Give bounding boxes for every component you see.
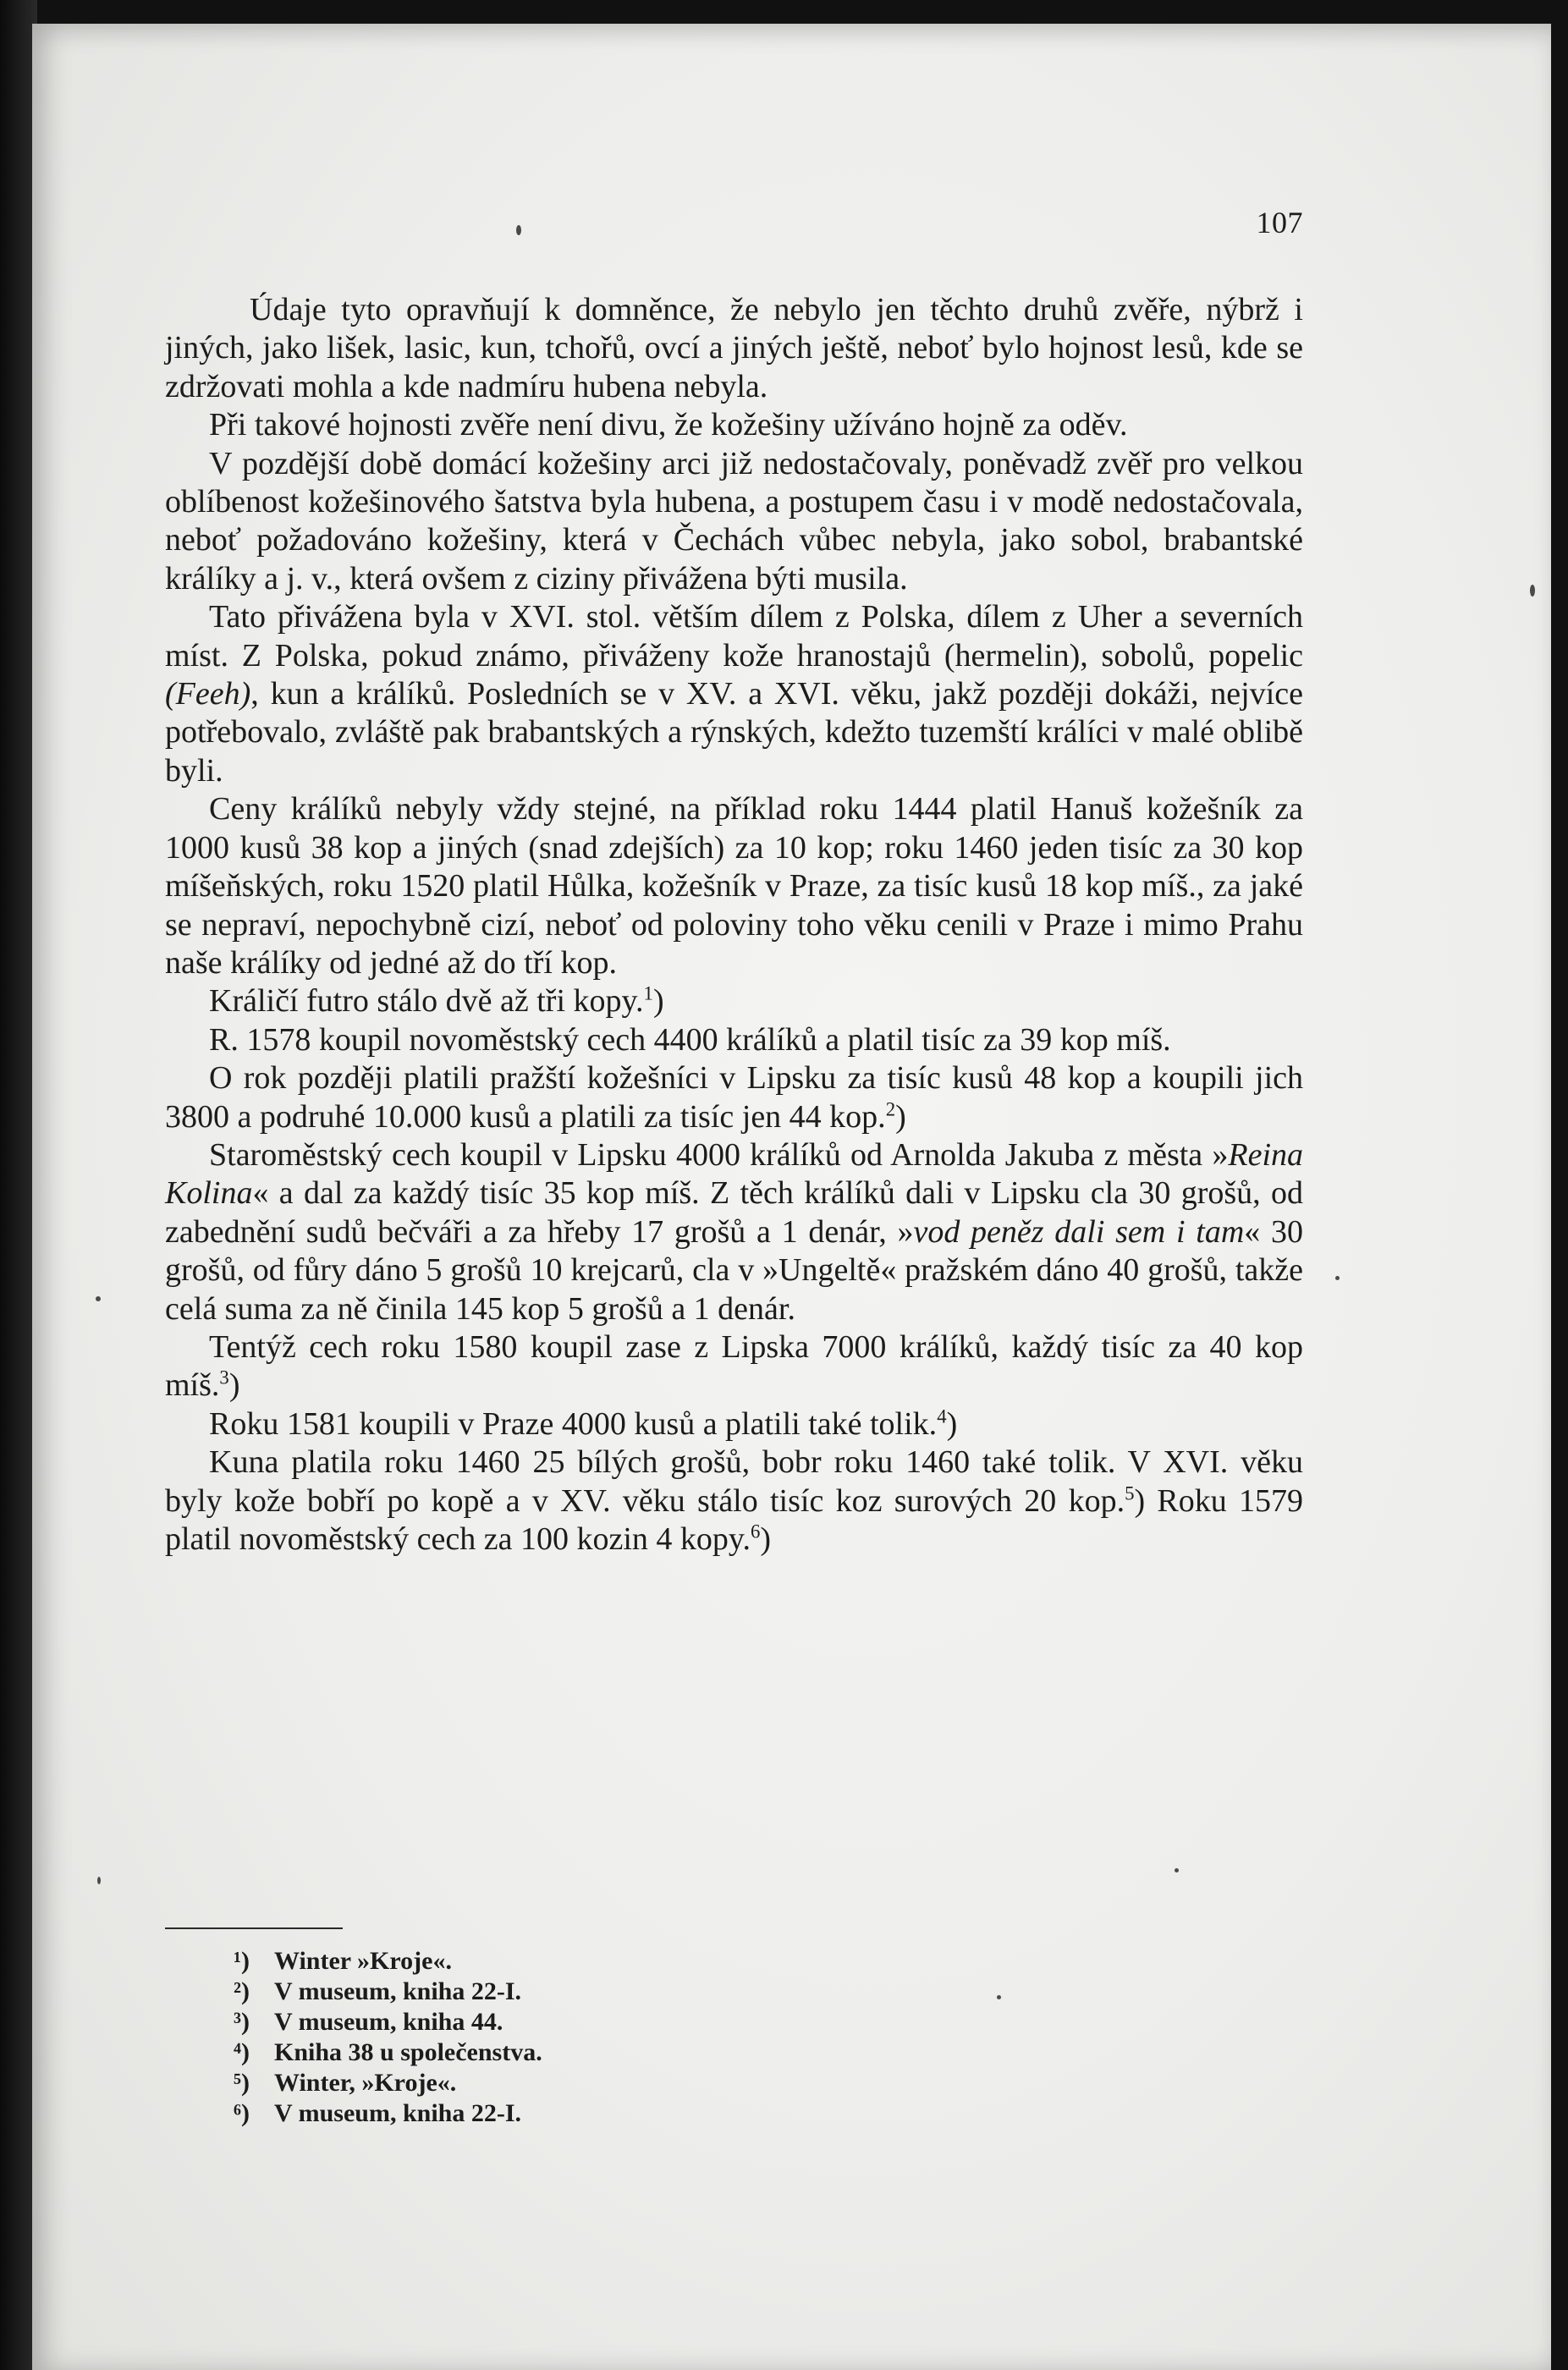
text-run: Staroměstský cech koupil v Lipsku 4000 králíků od Arnolda Jakuba z města » — [209, 1136, 1229, 1173]
text-run: Králičí futro stálo dvě až tři kopy. — [209, 983, 644, 1020]
footnote-ref: 3 — [219, 1366, 229, 1388]
text-run: ) — [652, 983, 664, 1020]
text-run: R. 1578 koupil novoměstský cech 4400 králíků a platil tisíc za 39 kop míš. — [209, 1021, 1171, 1058]
text-run: Údaje tyto opravňují k domněnce, že nebylo jen těchto druhů zvěře, nýbrž i jiných, jako lišek, lasic, kun, tchořů, ovcí a jiných ještě, neboť bylo hojnost lesů, kde se zdržovati mohla a kde nadmíru hubena nebyla. — [165, 292, 1303, 404]
text-run: ) — [946, 1405, 958, 1442]
footnote — [234, 2037, 826, 2068]
text-run: , kun a králíků. Posledních se v XV. a XVI. věku, jakž později dokáži, nejvíce potřebovalo, zvláště pak brabantských a rýnských, kdežto tuzemští králíci v malé oblibě byli. — [165, 676, 1303, 789]
footnote — [234, 1977, 826, 2007]
footnote — [234, 2007, 826, 2037]
book-page — [32, 24, 1551, 2370]
footnote-marker: ⁴) — [234, 2038, 250, 2066]
page-number: 107 — [1256, 206, 1303, 239]
text-run: ) Roku 1579 platil novoměstský cech za 100 kozin 4 kopy. — [165, 1482, 1304, 1557]
text-run: V pozdější době domácí kožešiny arci již nedostačovaly, poněvadž zvěř pro velkou oblíbenost kožešinového šatstva byla hubena, a postupem času i v modě nedostačovala, neboť požadováno kožešiny, která v Čechách vůbec nebyla, jako sobol, brabantské králíky a j. v., která ovšem z ciziny přivážena býti musila. — [165, 445, 1303, 597]
text-run: « a dal za každý tisíc 35 kop míš. Z těch králíků dali v Lipsku cla 30 grošů, od zabednění sudů bečváři a za hřeby 17 grošů a 1 denár, » — [165, 1175, 1303, 1250]
italic-text: Reina Kolina — [165, 1136, 1303, 1212]
footnote-marker: ²) — [234, 1977, 250, 2005]
footnote-marker: ⁶) — [234, 2099, 250, 2127]
text-run: O rok později platili pražští kožešníci v Lipsku za tisíc kusů 48 kop a koupili jich 3800 a podruhé 10.000 kusů a platili za tisíc jen 44 kop. — [165, 1060, 1303, 1135]
paragraph — [165, 1059, 1303, 1136]
paragraph — [165, 406, 1303, 444]
paragraph — [165, 1328, 1303, 1405]
print-speck — [97, 1877, 101, 1884]
print-speck — [1530, 585, 1535, 597]
text-run: Roku 1581 koupili v Praze 4000 kusů a platili také tolik. — [209, 1405, 938, 1442]
text-run: Tentýž cech roku 1580 koupil zase z Lipska 7000 králíků, každý tisíc za 40 kop míš. — [165, 1328, 1303, 1404]
print-speck — [997, 1995, 1001, 1999]
footnotes — [234, 1946, 826, 2129]
text-run: Tato přivážena byla v XVI. stol. větším dílem z Polska, dílem z Uher a severních míst. Z Polska, pokud známo, přiváženy kože hranostajů (hermelin), sobolů, popelic — [165, 599, 1303, 674]
italic-text: (Feeh) — [165, 676, 251, 712]
paragraph — [165, 291, 1303, 406]
footnote-text: V museum, kniha 44. — [274, 2008, 503, 2036]
text-run: ) — [228, 1367, 240, 1404]
footnote-text: Winter »Kroje«. — [274, 1947, 452, 1975]
footnote-marker: ¹) — [234, 1947, 250, 1975]
italic-text: vod peněz dali sem i tam — [913, 1213, 1245, 1250]
body-text — [165, 291, 1303, 1559]
text-run: Při takové hojnosti zvěře není divu, že kožešiny užíváno hojně za oděv. — [209, 407, 1128, 443]
footnote — [234, 2098, 826, 2129]
paragraph — [165, 1443, 1303, 1559]
paragraph — [165, 1405, 1303, 1443]
footnote-ref: 4 — [937, 1405, 947, 1427]
footnote-ref: 5 — [1125, 1482, 1135, 1504]
paragraph — [165, 982, 1303, 1020]
text-run: « 30 grošů, od fůry dáno 5 grošů 10 krejcarů, cla v »Ungeltě« pražském dáno 40 grošů, takže celá suma za ně činila 145 kop 5 grošů a 1 denár. — [165, 1213, 1303, 1327]
footnote-ref: 1 — [643, 982, 653, 1004]
print-speck — [1175, 1868, 1179, 1872]
text-run: ) — [760, 1521, 772, 1557]
footnote-text: V museum, kniha 22-I. — [274, 1977, 522, 2005]
print-speck — [1335, 1276, 1340, 1280]
paragraph — [165, 790, 1303, 982]
text-run: Kuna platila roku 1460 25 bílých grošů, bobr roku 1460 také tolik. V XVI. věku byly kože bobří po kopě a v XV. věku stálo tisíc koz surových 20 kop. — [165, 1444, 1303, 1519]
footnote-marker: ⁵) — [234, 2069, 250, 2097]
footnote — [234, 2068, 826, 2098]
print-speck — [96, 1296, 101, 1301]
paragraph — [165, 1136, 1303, 1328]
paragraph — [165, 445, 1303, 599]
footnote-text: V museum, kniha 22-I. — [274, 2099, 522, 2127]
footnote-text: Winter, »Kroje«. — [274, 2069, 457, 2097]
paragraph — [165, 598, 1303, 790]
footnote-ref: 2 — [885, 1097, 896, 1119]
text-run: Ceny králíků nebyly vždy stejné, na příklad roku 1444 platil Hanuš kožešník za 1000 kusů 38 kop a jiných (snad zdejších) za 10 kop; roku 1460 jeden tisíc za 30 kop míšeňských, roku 1520 platil Hůlka, kožešník v Praze, za tisíc kusů 18 kop míš., za jaké se nepraví, nepochybně cizí, neboť od poloviny toho věku cenili v Praze i mimo Prahu naše králíky od jedné až do tří kop. — [165, 791, 1303, 981]
footnote-ref: 6 — [750, 1520, 761, 1542]
footnote-text: Kniha 38 u společenstva. — [274, 2038, 542, 2066]
footnote — [234, 1946, 826, 1977]
footnote-marker: ³) — [234, 2008, 250, 2036]
print-speck — [516, 225, 521, 235]
paragraph — [165, 1021, 1303, 1059]
text-run: ) — [895, 1098, 906, 1135]
footnote-divider — [165, 1927, 343, 1929]
